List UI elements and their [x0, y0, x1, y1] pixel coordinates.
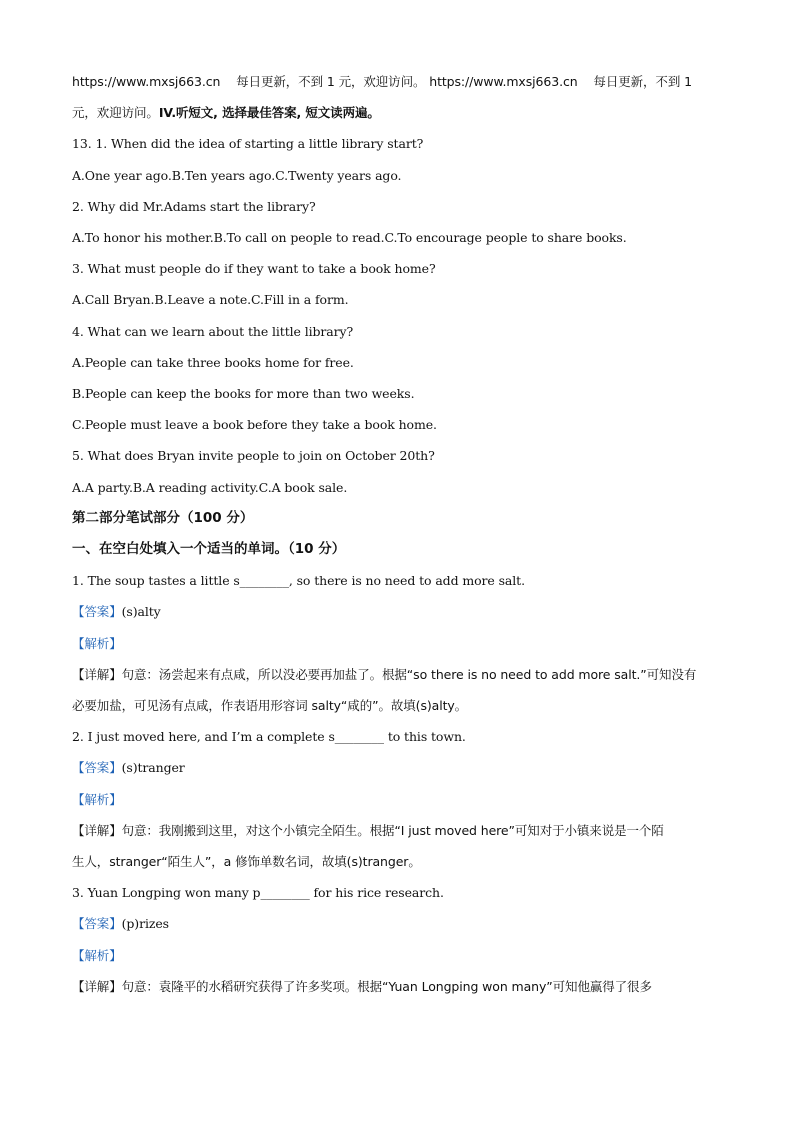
listening-options-5: A.A party.B.A reading activity.C.A book sale.	[72, 479, 348, 495]
detail-text-2b: 生人，stranger“陌生人”，a 修饰单数名词，故填(s)tranger。	[72, 854, 421, 870]
analysis-label: 【解析】	[72, 947, 122, 963]
listening-options-2: A.To honor his mother.B.To call on people to read.C.To encourage people to share books.	[72, 230, 627, 246]
detail-row-1	[72, 659, 732, 690]
answer-label: 【答案】	[72, 916, 122, 932]
listening-options-1: A.One year ago.B.Ten years ago.C.Twenty years ago.	[72, 167, 402, 183]
listening-question-4: 4. What can we learn about the little library?	[72, 323, 354, 339]
section-one-title: 一、在空白处填入一个适当的单词。（10 分）	[72, 541, 346, 558]
listening-option-4b: B.People can keep the books for more than two weeks.	[72, 386, 415, 402]
fill-question-3: 3. Yuan Longping won many p________ for his rice research.	[72, 885, 444, 901]
header-line-2	[72, 97, 732, 128]
answer-row-3	[72, 908, 732, 939]
header-line-1	[72, 66, 732, 97]
detail-label: 【详解】	[72, 822, 122, 838]
listening-question-1: 13. 1. When did the idea of starting a little library start?	[72, 136, 424, 152]
header-link-1[interactable]: https://www.mxsj663.cn	[72, 74, 221, 89]
detail-label: 【详解】	[72, 978, 122, 994]
listening-section-title: IV.听短文, 选择最佳答案, 短文读两遍。	[158, 105, 380, 121]
listening-option-4a: A.People can take three books home for free.	[72, 354, 354, 370]
answer-row-2	[72, 752, 732, 783]
analysis-row-2	[72, 784, 732, 815]
fill-question-1: 1. The soup tastes a little s________, so there is no need to add more salt.	[72, 573, 525, 589]
answer-value-1: (s)alty	[121, 604, 161, 620]
answer-row-1	[72, 596, 732, 627]
detail-label: 【详解】	[72, 666, 122, 682]
analysis-row-3	[72, 940, 732, 971]
header-text-3: 元，欢迎访问。	[72, 105, 159, 121]
detail-text-3a: 句意：袁隆平的水稻研究获得了许多奖项。根据“Yuan Longping won many”可知他赢得了很多	[121, 978, 652, 994]
answer-value-3: (p)rizes	[121, 916, 169, 932]
detail-text-1a: 句意：汤尝起来有点咸，所以没必要再加盐了。根据“so there is no need to add more salt.”可知没有	[121, 666, 697, 682]
listening-question-2: 2. Why did Mr.Adams start the library?	[72, 198, 316, 214]
answer-label: 【答案】	[72, 604, 122, 620]
part-two-title: 第二部分笔试部分（100 分）	[72, 509, 254, 526]
analysis-row-1	[72, 628, 732, 659]
listening-question-3: 3. What must people do if they want to take a book home?	[72, 261, 436, 277]
analysis-label: 【解析】	[72, 791, 122, 807]
header-text-1: 每日更新，不到 1 元，欢迎访问。	[236, 74, 426, 89]
answer-label: 【答案】	[72, 760, 122, 776]
answer-value-2: (s)tranger	[121, 760, 185, 776]
header-link-2[interactable]: https://www.mxsj663.cn	[429, 74, 578, 89]
analysis-label: 【解析】	[72, 635, 122, 651]
detail-row-2	[72, 815, 732, 846]
fill-question-2: 2. I just moved here, and I’m a complete s________ to this town.	[72, 729, 466, 745]
listening-question-5: 5. What does Bryan invite people to join on October 20th?	[72, 448, 435, 464]
detail-text-2a: 句意：我刚搬到这里，对这个小镇完全陌生。根据“I just moved here”可知对于小镇来说是一个陌	[121, 822, 664, 838]
detail-row-3	[72, 971, 732, 1002]
listening-option-4c: C.People must leave a book before they take a book home.	[72, 417, 437, 433]
listening-options-3: A.Call Bryan.B.Leave a note.C.Fill in a form.	[72, 292, 349, 308]
header-text-2: 每日更新，不到 1	[593, 74, 692, 89]
document-page	[72, 66, 732, 1002]
detail-text-1b: 必要加盐，可见汤有点咸，作表语用形容词 salty“咸的”。故填(s)alty。	[72, 698, 468, 714]
